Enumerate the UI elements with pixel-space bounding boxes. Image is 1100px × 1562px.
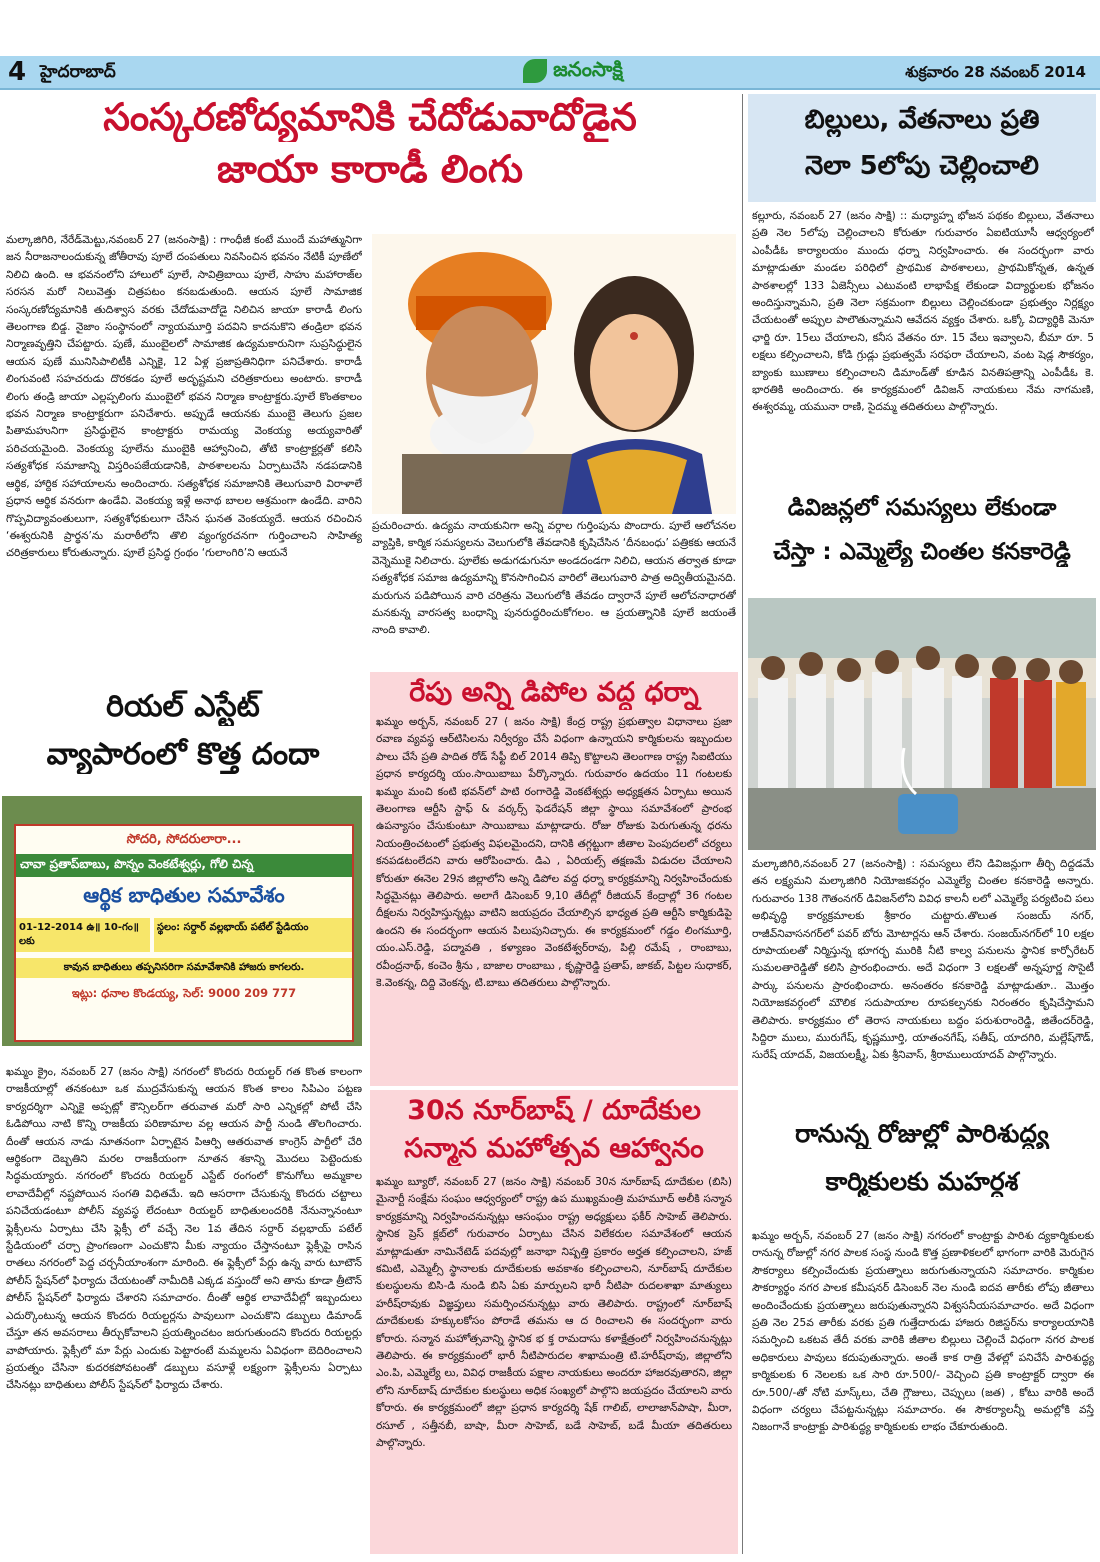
noorbasha-headline-2: సన్మాన మహోత్సవ ఆహ్వానం — [404, 1133, 704, 1164]
realestate-headline-2: వ్యాపారంలో కొత్త దందా — [46, 737, 320, 772]
realestate-body: ఖమ్మం క్రైం, నవంబర్‌ 27 (జనం సాక్షి) నగరంలో కొందరు రియల్టర్‌ గత కొంత కాలంగా రాజకీయాల్లో తనకంటూ ఒక ముద్రవేసుకున్న ఆయన కొంత కాలం సిపిఎం పట్టణ కార్యదర్శిగా ఎన్నికై అప్పట్లో కౌన్సిలర్‌గా తరువాత మరో సారి ఎన్నికల్లో పోటీ చేసి ఓడిపోయి నాటి కొన్ని రాజకీయ పరిణామాల వల్ల ఆయన పార్టీ నుండి తొలగించారు. దీంతో ఆయన నాడు నూతనంగా ఏర్పాటైన పిఆర్పి ఆతరువాత కాంగ్రెస్‌ పార్టీలో చేరి ఆర్థికంగా దెబ్బతిని మరల రాజకీయంగా నూతన శకాన్ని మొదలు పెట్టెందుకు సిద్ధమయ్యారు. నగరంలో కొందరు రియల్టర్‌ ఎస్టేట్‌ రంగంలో కొనుగోలు అమ్మకాల లావాదేవీల్లో నష్టపోయిన సంగతి విధితమే. ఇది ఆసరాగా చేసుకున్న కొందరు చట్టాలు పనిచేయడంటూ పోలీస్‌ వ్యవస్థ లేదంటూ రియల్టర్‌ బాధితులందరికి నేనున్నానంటూ ఫ్లెక్సీలను ఏర్పాటు చేసి ఫ్లెక్సీ లో వచ్చే నెల 1వ తేదిన సర్దార్‌ వల్లభాయ్‌ పటేల్‌ స్టేడియంలో చర్చా ప్రాంగణంగా ఎంచుకొని మీకు న్యాయం చేస్తానంటూ ఫ్లెక్సీపై రాసిన రాతలు నగరంలో పెద్ద చర్చనీయాంశంగా మారింది. ఈ ఫ్లెక్సీలో పేర్లు ఉన్న వారు టూటౌన్‌ పోలీస్‌ స్టేషన్‌లో ఫిర్యాదు చేయటంతో నామీదికి ఎక్కడ వస్తుందో అని తాను కూడా త్రీటౌన్‌ పోలీస్‌ స్టేషన్‌లో ఫిర్యాదు చేశారని సమాచారం. దీంతో ఆర్థిక లావాదేవీల్లో ఇబ్బందులు ఎదుర్కొంటున్న ఆయన కొందరు రియల్టర్లను పావులుగా ఎంచుకొని డబ్బులు డిమాండ్‌ చేస్తూ తన అవసరాలు తీర్చుకోవాలని ప్రయత్నించటం జరుగుతుందని కొందరు రియల్టర్లు వాపోయారు. ఫ్లెక్సీలో మా పేర్లు ఎందుకు పెట్టారంటే మమ్మలను ఏవిధంగా బెదిరించాలని ప్రయత్నం చేసినా కుదరకపోవటంతో డబ్బులు వసూళ్లే లక్ష్యంగా ఫ్లెక్సీలను ఏర్పాటు చేసినట్లు బాధితులు పోలీస్‌ స్టేషన్‌లో ఫిర్యాదు చేశారు. — [6, 1066, 362, 1392]
sanitation-headline-1: రానున్న రోజుల్లో పారిశుద్ధ్య — [795, 1119, 1049, 1148]
mla-event-photo — [748, 598, 1096, 850]
banner-names: చావా ప్రతాప్‌బాబు, పొన్నం వెంకటేశ్వర్లు, గోలి చిన్న — [16, 854, 352, 877]
column-divider — [742, 94, 743, 1554]
issue-date: శుక్రవారం 28 నవంబర్ 2014 — [905, 63, 1086, 81]
dharna-headline: రేపు అన్ని డిపోల వద్ద ధర్నా — [409, 677, 699, 708]
realestate-headline-1: రియల్ ఎస్టేట్ — [106, 689, 260, 724]
division-headline-2: చేస్తా : ఎమ్మెల్యే చింతల కనకారెడ్డి — [773, 539, 1071, 565]
division-body: మల్కాజిగిరి,నవంబర్‌ 27 (జనంసాక్షి) : సమస్యలు లేని డివిజన్లుగా తీర్చి దిద్దడమే తన లక్ష్యమని మల్కాజిగిరి నియోజకవర్గం ఎమ్మెల్యే చింతల కనకారెడ్డి అన్నారు. గురువారం 138 గౌతంనగర్‌ డివిజన్‌లోని వివిధ కాలనీ లలో ఎమ్మెల్యే పర్యటించి పలు అభివృద్ధి కార్యక్రమాలకు శ్రీకారం చుట్టారు.తొలుత సంజయ్‌ నగర్‌, రాజీవ్‌నివాసనగర్‌లో పవర్‌ బోరు మోటార్లను ఆన్‌ చేశారు. సంజయ్‌నగర్‌లో 10 లక్షల రూపాయలతో నిర్మిస్తున్న భూగర్భ మురికి నీటి కాల్వ పనులను స్థానిక కార్పోరేటర్‌ సుమలతారెడ్డితో కలిసి ప్రారంభించారు. అదే విధంగా 3 లక్షలతో అన్నపూర్ణ సొసైటీ పార్కు పనులను ప్రారంభించారు. అనంతరం కనకారెడ్డి మాట్లాడుతూ.. మొత్తం నియోజకవర్గంలో మౌలిక సదుపాయాల రూపకల్పనకు నిరంతరం కృషిచేస్తామని తెలిపారు. కార్యక్రమం లో తెరాస నాయకులు బద్దం పరుశురాంరెడ్డి, జితేందర్‌రెడ్డి, సిద్దిరా ములు, మురుగేష్‌, కృష్ణమూర్తి, యాతంనగేష్‌, సతీష్‌, యాదగిరి, మల్లేష్‌గౌడ్‌, సురేష్‌ యాదవ్‌, విజయలక్ష్మీ, ఏకు శ్రీనివాస్‌, శ్రీరాములుయాదవ్‌ పాల్గొన్నారు. — [752, 858, 1094, 1062]
noorbasha-body: ఖమ్మం బ్యూరో, నవంబర్‌ 27 (జనం సాక్షి) నవంబర్‌ 30న నూర్‌బాష్‌ దూదేకుల (బిసి) మైనార్టీ సంక్షేమ సంఘం ఆధ్వర్యంలో రాష్ట్ర ఉప ముఖ్యమంత్రి మహమూద్‌ అలీకి సన్మాన కార్యక్రమాన్ని నిర్వహించనున్నట్లు ఆసంఘం రాష్ట్ర అధ్యక్షులు ఫకీర్‌ సాహెబ్‌ తెలిపారు. స్థానిక ప్రెస్‌ క్లబ్‌లో గురువారం ఏర్పాటు చేసిన విలేకరుల సమావేశంలో ఆయన మాట్లాడుతూ నామినేటెడ్‌ పదవుల్లో జనాభా నిష్పత్తి ప్రకారం అర్హత కల్పించాలని, హజ్‌ కమిటి, ఎమ్మెల్సీ స్థానాలకు దూదేకులకు అవకాశం కల్పించాలని, నూర్‌బాష్‌ దూదేకుల కులస్థులను బిసి-డి నుండి బిసి ఏకు మార్పులని భారీ నీటిపా రుదలశాఖా మాత్యులు హరీష్‌రావుకు విజ్ఞప్తులు సమర్పించనున్నట్లు వారు తెలిపారు. రాష్ట్రంలో నూర్‌బాష్‌ దూదేకులకు హక్కులకోసం పోరాడే తమను ఆ ద రించాలని ఈ సందర్భంగా వారు కోరారు. సన్మాన మహోత్సవాన్ని స్థానిక భ క్త రామదాసు కళాక్షేత్రంలో నిర్వహించనున్నట్లు తెలిపారు. ఈ కార్యక్రమంలో భారీ నీటిపారుదల శాఖామంత్రి టి.హరీష్‌రావు, జిల్లాలోని ఎం.పి, ఎమ్మెల్యే లు, వివిధ రాజకీయ పక్షాల నాయకులు అందరూ హాజరవుతారని, జిల్లా లోని నూర్‌బాష్‌ దూదేకుల కులస్థులు అధిక సంఖ్యలో పాల్గొని జయప్రదం చేయాలని వారు కోరారు. ఈ కార్యక్రమంలో జిల్లా ప్రధాన కార్యదర్శి షేక్‌ గాలిబ్‌, లాలాజాన్‌పాషా, మీరా, రసూల్‌ , సత్తీనబీ, బాషా, మీరా సాహెబ్‌, బడే సాహెబ్‌, బడే మీయా తదితరులు పాల్గొన్నారు. — [376, 1176, 732, 1450]
dharna-body: ఖమ్మం అర్బన్‌, నవంబర్‌ 27 ( జనం సాక్షి) కేంద్ర రాష్ట్ర ప్రభుత్వాల విధానాలు ప్రజా రవాణ వ్యవస్థ ఆర్‌టిసిలను నిర్వీర్యం చేసే విధంగా ఉన్నాయని కార్మికులను ఇబ్బందుల పాలు చేసే ప్రతి పాదిత రోడ్‌ సేఫ్టీ బిల్‌ 2014 తిప్పి కొట్టాలని తెలంగాణ రాష్ట్ర సిఐటియు ప్రధాన కార్యదర్శి యం.సాయిబాబు పేర్కొన్నారు. గురువారం ఉదయం 11 గంటలకు ఖమ్మం మంచి కంటి భవన్‌లో పాటి రంగారెడ్డి వెంకటేశ్వర్లు అధ్యక్షతన ఏర్పాటు అయిన తెలంగాణ ఆర్టీసి స్టాఫ్‌ & వర్కర్స్‌ ఫెడరేషన్‌ జిల్లా స్థాయి సమావేశంలో ప్రారంభ ఉపన్యాసం చేసుకుంటూ సాయిబాబు మాట్లాడారు. రోజు రోజుకు పెరుగుతున్న ధరను నియంత్రించటంలో ప్రభుత్వ విఫలమైందని, దానికి తగ్గట్టుగా జీతాల పెంపుదలలో చర్యలు కనపడటంలేదని వారు ఆరోపించారు. డిఎ , ఏరియల్స్‌ తక్షణమే విడుదల చేయాలని కోరుతూ ఈనెల 29న జిల్లాలోని అన్ని డిపోల వద్ద ధర్నా కార్యక్రమాన్ని నిర్వహించేందుకు సిద్ధమైనట్లు తెలిపారు. అలాగే డిసెంబర్‌ 9,10 తేదీల్లో రీజియన్‌ కేంద్రాల్లో 36 గంటల దీక్షలను నిర్వహిస్తున్నట్లు వాటిని జయప్రదం చేయాల్సిన భాధ్యత ప్రతి ఆర్టీసి కార్మికుడిపై ఉందని ఈ సందర్భంగా ఆయన పిలుపునిచ్చారు. ఈ కార్యక్రమంలో గడ్డం లింగమూర్తి, యం.ఎస్‌.రెడ్డి, పద్మావతి , కళ్యాణం వెంకటేశ్వర్‌రావు, పిల్లి రమేష్‌ , రాంబాబు, రవీంద్రనాథ్‌, కంచెం శ్రీను , బాజాల రాంబాబు , కృష్ణారెడ్డి ప్రతాప్‌, జాకబ్‌, పిట్టల సుధాకర్‌, కె.వెంకన్న, దిద్ది వెంకన్న, టి.బాబు తదితరులు పాల్గొన్నారు. — [376, 716, 732, 990]
banner-venue: స్థలం: సర్దార్ వల్లభాయ్ పటేల్ స్టేడియం — [154, 918, 352, 952]
bills-body: కల్లూరు, నవంబర్‌ 27 (జనం సాక్షి) :: మధ్యాహ్న భోజన పథకం బిల్లులు, వేతనాలు ప్రతి నెల 5లోపు చెల్లించాలని కోరుతూ గురువారం ఏఐటియూసీ ఆధ్వర్యంలో ఎంపీడీఓ కార్యాలయం ముందు ధర్నా నిర్వహించారు. ఈ సందర్భంగా వారు మాట్లాడుతూ మండల పరిధిలో ప్రాథమిక పాఠశాలలు, ప్రాథమికోన్నత, ఉన్నత పాఠశాలల్లో 133 ఏజెన్సీలు ఎటువంటి లాభాపేక్ష లేకుండా విద్యార్థులకు భోజనం అందిస్తున్నామని, ప్రతి నెలా సక్రమంగా బిల్లులు చెల్లించకుండా ప్రభుత్వం నిర్లక్ష్యం చేయటంతో అప్పుల పాలౌతున్నామని ఆవేదన వ్యక్తం చేశారు. ఒక్కో విద్యార్థికి మెనూ ఛార్జి రూ. 15లు చేయాలని, కనీస వేతనం రూ. 15 వేలు ఇవ్వాలని, బీమా రూ. 5 లక్షలు కల్పించాలని, కోడి గ్రుడ్లు ప్రభుత్వమే సరఫరా చేయాలని, వంట షెడ్ల సౌకర్యం, బ్యాంకు ఋణాలు కల్పించాలని డిమాండ్‌తో కూడిన వినతిపత్రాన్ని ఎంపీడీఓ కె. భారతికి అందించారు. ఈ కార్యక్రమంలో డివిజన్‌ నాయకులు నేమ నాగమణి, ఈశ్వరమ్మ, యమునా రాణి, సైదమ్మ తదితరులు పాల్గొన్నారు. — [752, 210, 1094, 414]
masthead — [488, 54, 658, 88]
bills-headline-1: బిల్లులు, వేతనాలు ప్రతి — [804, 105, 1040, 135]
noorbasha-headline-1: 30న నూర్‌బాష్ / దూదేకుల — [407, 1095, 701, 1126]
flex-banner — [14, 824, 354, 1042]
lead-headline-1: సంస్కరణోద్యమానికి చేదోడువాదోడైన — [103, 95, 637, 139]
sanitation-body: ఖమ్మం అర్బన్‌, నవంబర్‌ 27 (జనం సాక్షి) నగరంలో కాంట్రాక్టు పారిశు ద్యకార్మికులకు రానున్న రోజుల్లో నగర పాలక సంస్థ నుండి కొత్త ప్రణాళికలలో భాగంగా వారికి మెరుగైన సౌకర్యాలు కల్పించేందుకు ప్రయత్నాలు జరుగుతున్నాయని సమాచారం. కార్మికుల సౌకర్యార్థం నగర పాలక కమీషనర్‌ డిసెంబర్‌ నెల నుండి ఐదవ తారీకు లోపు జీతాలు అందించేందుకు ప్రయత్నాలు జరుపుతున్నారని విశ్వసనీయసమాచారం. అదే విధంగా ప్రతి నెల 25వ తారీకు వరకు ప్రతి గుత్తేదారుడు హాజరు రిజిస్టర్‌ను కార్యాలయానికి సమర్పించి ఒకటవ తేదీ వరకు వారికి జీతాల బిల్లులు చెల్లించే విధంగా నగర పాలక అధికారులు పావులు కదుపుతున్నారు. అంతే కాక రాత్రి వేళల్లో పనిచేసే పారిశుద్ధ్య కార్మికులకు 6 నెలలకు ఒక సారి రూ.500/- వెచ్చించి ప్రతి కాంట్రాక్టర్‌ ద్వారా ఈ రూ.500/-తో నోటి మాస్క్‌లు, చేతి గ్లౌజులు, చెప్పులు (జత) , కోటు వారికి అందే విధంగా చర్యలు చేపట్టనున్నట్లు సమాచారం. ఈ సౌకర్యాలన్నీ అమల్లోకి వస్తే నిజంగానే కాంట్రాక్టు పారిశుద్ధ్య కార్మికులకు లాభం చేకూరుతుంది. — [752, 1230, 1094, 1434]
section-city: హైదరాబాద్ — [40, 62, 116, 82]
banner-contact: ఇట్లు: ధనాల కొండయ్య, సెల్: 9000 209 777 — [71, 986, 297, 1000]
sanitation-headline-2: కార్మికులకు మహర్దశ — [825, 1167, 1019, 1196]
lead-headline-2: జాయా కారాడీ లింగు — [216, 147, 524, 191]
phule-couple-illustration — [372, 234, 736, 514]
bills-headline-2: నెలా 5లోపు చెల్లించాలి — [805, 151, 1039, 181]
leaf-logo-icon — [523, 59, 547, 83]
banner-date: 01-12-2014 ఉ॥ 10-గం॥లకు — [16, 918, 150, 952]
banner-greeting: సోదరి, సోదరులారా... — [126, 832, 242, 847]
lead-body-b: ప్రచురించారు. ఉద్యమ నాయకునిగా అన్ని వర్గాల గుర్తింపును పొందారు. పూలే ఆలోచనల వ్యాప్తికి, కార్మిక సమస్యలను వెలుగులోకి తేవడానికి కృషిచేసిన ‘దీనబంధు’ పత్రికకు ఆయనే వెన్నెముకై నిలిచారు. పూలేకు అడుగడుగునూ అండదండగా నిలిచి, ఆయన తర్వాత కూడా సత్యశోధక సమాజ ఉద్యమాన్ని కొనసాగించిన వారిలో తెలుగువారి పాత్ర అద్వితీయమైనది. మరుగున పడిపోయిన వారి చరిత్రను వెలుగులోకి తేవడం ద్వారానే పూలే ఆలోచనాధారతో మనకున్న వారసత్వ బంధాన్ని పునరుద్ధరించుకోగలం. ఆ ప్రయత్నానికి పూలే జయంతే నాంది కావాలి. — [372, 520, 736, 637]
masthead-name: జనంసాక్షి — [553, 56, 623, 81]
lead-body-a: మల్కాజిగిరి, నేరేడ్‌మెట్టు,నవంబర్‌ 27 (జనంసాక్షి) : గాంధీజీ కంటే ముందే మహాత్మునిగా జన నీరాజనాలందుకున్న జోతీరావు పూలే దంపతులు నివసించిన భవనం నేటికీ పూణేలో నిలిచి ఉంది. ఆ భవనంలోని హాలులో పూలే, సావిత్రిబాయి పూలే, సాహు మహారాజ్‌ల సరసన మరో నిలువెత్తు చిత్రపటం కనబడుతుంది. ఆయన పూలే సామాజిక సంస్కరణోద్యమానికి తుదిశ్వాస వరకు చేదోడువాదోడై నిలిచిన జాయా కారాడీ లింగు తెలంగాణ బిడ్డ. నైజాం సంస్థానంలో న్యాయమూర్తి పదవిని కాదనుకొని తండ్రిలా భవన నిర్మాణవృత్తిని చేపట్టారు. పుణే, ముంబైలలో సామాజిక ఉద్యమకారునిగా సుప్రసిద్ధులైన ఆయన పుణే మునిసిపాలిటీకి ఎన్నికై, 12 ఏళ్ల ప్రజాప్రతినిధిగా పనిచేశారు. కారాడీ లింగువంటి సహచరుడు దొరకడం పూలే అదృష్టమని చరిత్రకారులు అంటారు. కారాడీ లింగు తండ్రి జాయా ఎల్లప్పలింగు ముంబైలో భవన నిర్మాణ కాంట్రాక్టరు.పూలే కొంతకాలం భవన నిర్మాణ కాంట్రాక్టరుగా పనిచేశారు. అప్పుడే ఆయనకు ముంబై తెలుగు ప్రజల పితామహునిగా ప్రసిద్ధులైన కాంట్రాక్టరు రామయ్య వెంకయ్య అయ్యవారితో పరిచయమైంది. వెంకయ్య పూలేను ముంబైకి ఆహ్వానించి, తోటి కాంట్రాక్టర్లతో కలిసి సత్యశోధక సమాజాన్ని విస్తరింపజేయడానికి, పాఠశాలలను ఏర్పాటుచేసి నడపడానికి ఆర్థిక, హార్దిక సహాయాలను అందించారు. సత్యశోధక సమాజానికి తెలుగువారి విరాళాలే ప్రధాన ఆర్థిక వనరుగా ఉండేవి. వెంకయ్య ఇళ్లే అనాథ బాలల ఆశ్రమంగా ఉండేది. వారిని గొప్పవిద్యావంతులుగా, సత్యశోధకులుగా చేసిన ఘనత వెంకయ్యదే. ఆయన రచించిన ‘ఈశ్వరునికి ప్రార్థన’ను మరాఠీలోని తొలి వ్యంగ్యరచనగా గుర్తించాలని సాహిత్య చరిత్రకారులు కోరుతున్నారు. పూలే ప్రసిద్ధ గ్రంథం ‘గులాంగిరి’ని ఆయనే — [6, 234, 362, 560]
banner-meeting-title: ఆర్థిక బాధితుల సమావేశం — [83, 883, 285, 907]
division-headline-1: డివిజన్లలో సమస్యలు లేకుండా — [787, 495, 1057, 521]
page-number: 4 — [8, 57, 27, 87]
banner-appeal: కావున బాధితులు తప్పనిసరిగా సమావేశానికి హాజరు కాగలరు. — [16, 958, 352, 978]
flex-banner-photo — [2, 796, 362, 1046]
